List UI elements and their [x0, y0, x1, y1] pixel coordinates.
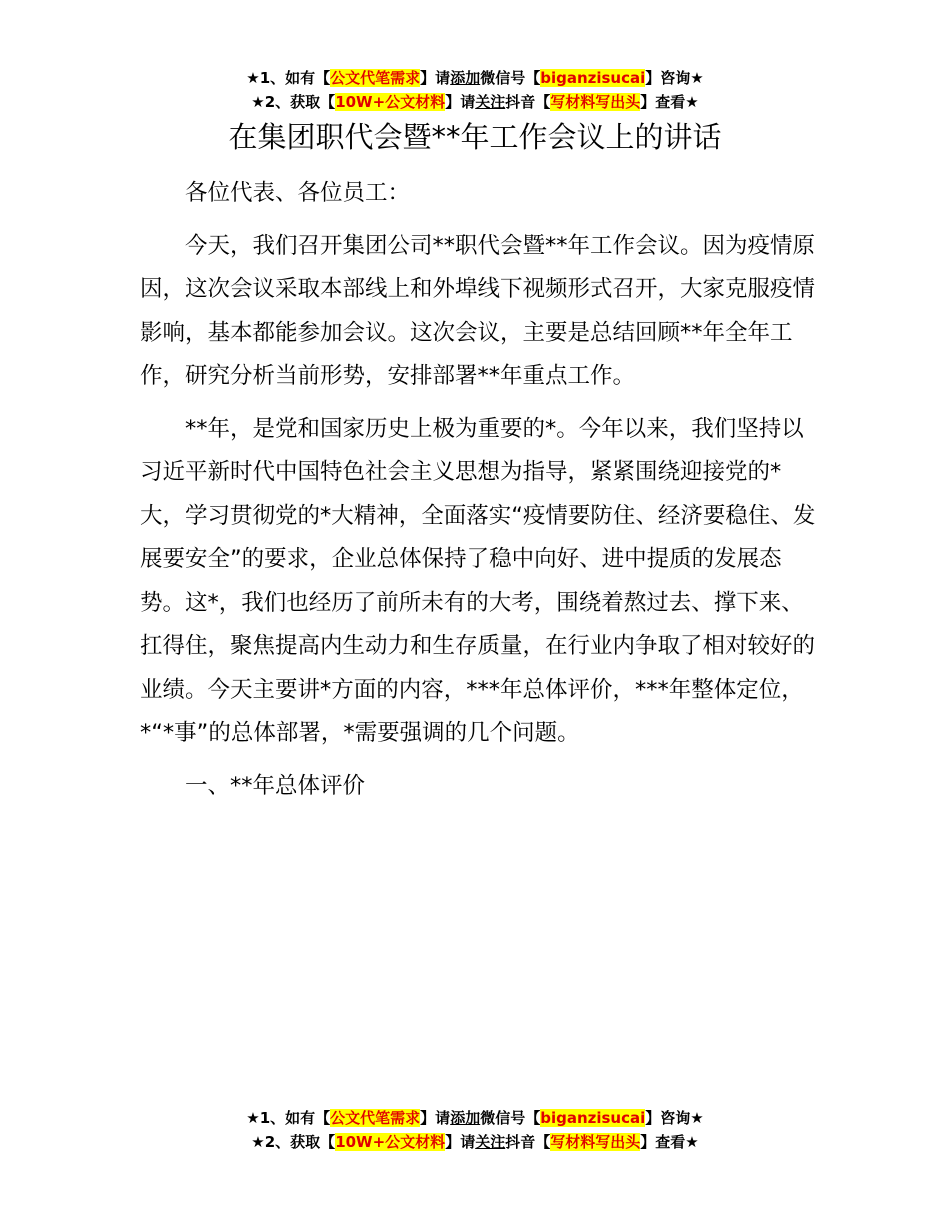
footer-ad-line-1 [0, 1106, 950, 1130]
footer-ad-line-2 [0, 1130, 950, 1154]
ad-highlight-service: 公文代笔需求 [330, 69, 421, 87]
ad-text: 】请 [420, 1109, 451, 1127]
header-ad-line-1 [0, 66, 950, 90]
body-paragraph-1: 今天，我们召开集团公司**职代会暨**年工作会议。因为疫情原因，这次会议采取本部线上和外埠线下视频形式召开，大家克服疫情影响，基本都能参加会议。这次会议，主要是总结回顾**年全年工作，研究分析当前形势，安排部署**年重点工作。 [140, 232, 816, 389]
ad-highlight-douyin-id: 写材料写出头 [550, 93, 641, 111]
section-heading: 一、**年总体评价 [185, 772, 366, 799]
header-ad-line-2 [0, 90, 950, 114]
ad-text: 】咨询★ [645, 1109, 704, 1127]
ad-text: 】查看★ [640, 93, 699, 111]
ad-text: ★2、获取【 [251, 93, 336, 111]
ad-highlight-wechat-id: biganzisucai [540, 1109, 646, 1127]
salutation: 各位代表、各位员工： [185, 180, 411, 206]
document-title: 在集团职代会暨**年工作会议上的讲话 [228, 120, 722, 154]
footer-ad-banner [0, 1106, 950, 1154]
document-body [140, 172, 820, 808]
ad-text: 抖音【 [505, 1133, 551, 1151]
ad-text: 】请 [445, 1133, 476, 1151]
ad-underlined-text: 关注 [475, 1133, 506, 1151]
ad-text: 】查看★ [640, 1133, 699, 1151]
ad-underlined-text: 关注 [475, 93, 506, 111]
body-paragraph-2: **年，是党和国家历史上极为重要的*。今年以来，我们坚持以习近平新时代中国特色社会主义思想为指导，紧紧围绕迎接党的*大，学习贯彻党的*大精神，全面落实“疫情要防住、经济要稳住、发展要安全”的要求，企业总体保持了稳中向好、进中提质的发展态势。这*，我们也经历了前所未有的大考，围绕着熬过去、撑下来、扛得住，聚焦提高内生动力和生存质量，在行业内争取了相对较好的业绩。今天主要讲*方面的内容，***年总体评价，***年整体定位，*“*事”的总体部署，*需要强调的几个问题。 [140, 415, 816, 746]
header-ad-banner [0, 66, 950, 114]
ad-text: 】请 [445, 93, 476, 111]
ad-text: ★1、如有【 [246, 1109, 331, 1127]
ad-text: ★2、获取【 [251, 1133, 336, 1151]
ad-highlight-douyin-id: 写材料写出头 [550, 1133, 641, 1151]
ad-highlight-materials: 10W+公文材料 [335, 1133, 446, 1151]
ad-text: 微信号【 [480, 69, 541, 87]
ad-highlight-wechat-id: biganzisucai [540, 69, 646, 87]
ad-underlined-text: 添加 [450, 69, 481, 87]
ad-text: 】咨询★ [645, 69, 704, 87]
ad-text: 】请 [420, 69, 451, 87]
ad-highlight-service: 公文代笔需求 [330, 1109, 421, 1127]
ad-text: ★1、如有【 [246, 69, 331, 87]
ad-text: 抖音【 [505, 93, 551, 111]
ad-highlight-materials: 10W+公文材料 [335, 93, 446, 111]
ad-text: 微信号【 [480, 1109, 541, 1127]
ad-underlined-text: 添加 [450, 1109, 481, 1127]
